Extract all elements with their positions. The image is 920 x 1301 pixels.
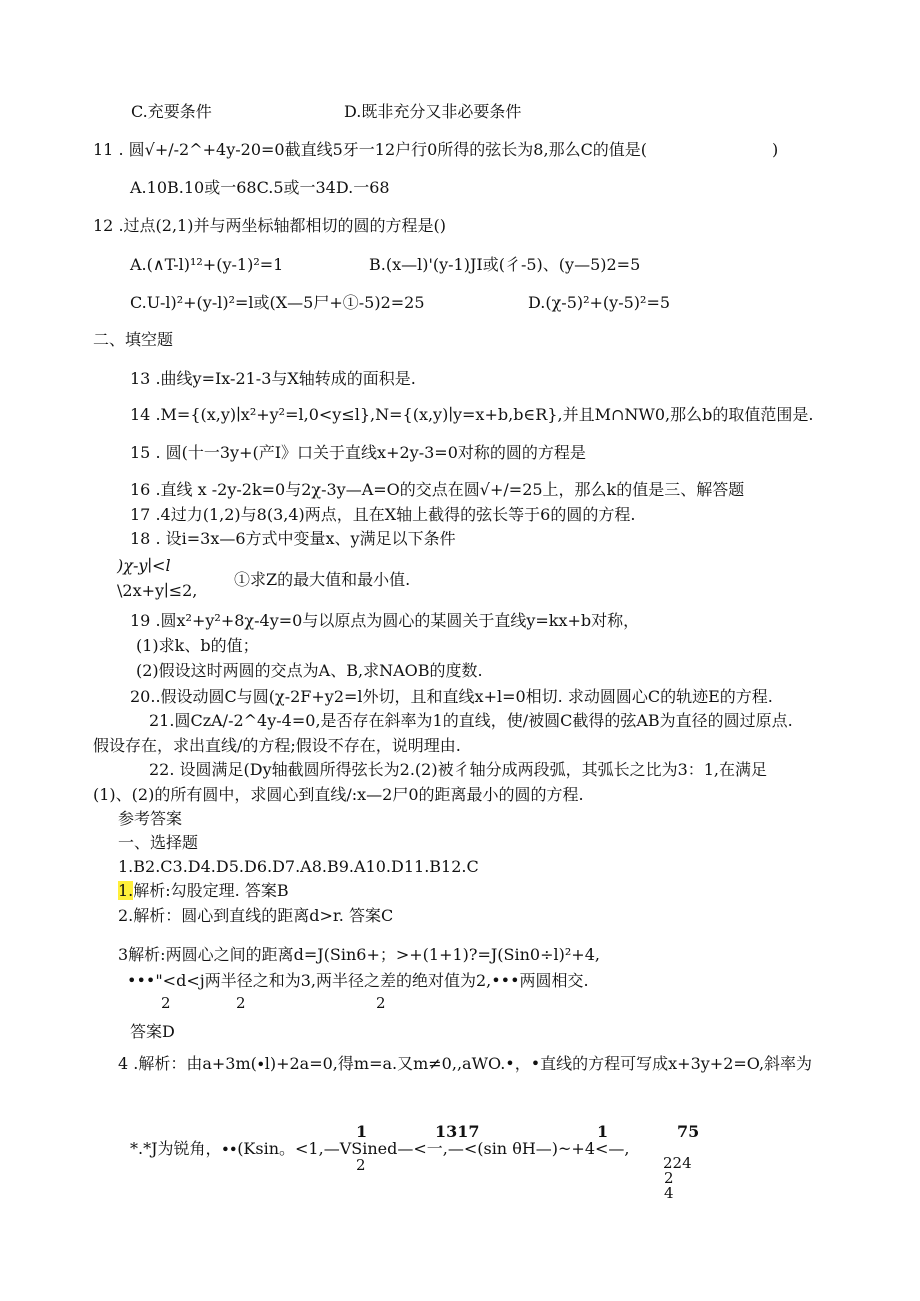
question-18-condition-1: )χ-y∣<l	[117, 556, 171, 575]
question-19: 19 .圆x²+y²+8χ-4y=0与以原点为圆心的某圆关于直线y=kx+b对称，	[130, 611, 640, 630]
answer-1	[118, 881, 289, 901]
fraction-denominator-224: 224	[663, 1154, 692, 1172]
fraction-numerator-1: 1	[356, 1122, 368, 1141]
question-12-option-b: B.(x—l)'(y-1)JI或(彳-5)、(y—5)2=5	[369, 255, 641, 274]
question-11: 11 . 圆√+∕-2^+4y-20=0截直线5牙一12户行0所得的弦长为8,那么C的值是(	[93, 140, 648, 159]
question-12: 12 .过点(2,1)并与两坐标轴都相切的圆的方程是()	[93, 216, 446, 235]
option-d-line: D.既非充分又非必要条件	[344, 102, 522, 121]
answer-key-heading: 参考答案	[118, 809, 183, 828]
fraction-numerator-1b: 1	[597, 1122, 609, 1141]
question-12-option-d: D.(χ-5)²+(y-5)²=5	[528, 293, 671, 312]
answer-3-result: 答案D	[130, 1022, 175, 1041]
question-21-continued: 假设存在，求出直线/的方程;假设不存在，说明理由.	[93, 736, 461, 755]
question-19-part-1: (1)求k、b的值；	[136, 636, 259, 655]
question-19-part-2: (2)假设这时两圆的交点为A、B,求NAOB的度数.	[136, 661, 483, 680]
answer-3-denominator-2: 2	[236, 994, 246, 1012]
question-18-condition-2: \2x+y∣≤2,	[117, 581, 198, 600]
question-12-option-c: C.U-l)²+(y-l)²=l或(X—5尸+①-5)2=25	[130, 293, 425, 312]
question-21: 21.圆CzA∕-2^4y-4=0,是否存在斜率为1的直线，使/被圆C截得的弦AB为直径的圆过原点.	[149, 711, 793, 730]
answer-3-denominator-1: 2	[161, 994, 171, 1012]
answer-4: 4 .解析：由a+3m(∙l)+2a=0,得m=a.又m≠0,,aWO.•，•直线的方程可写成x+3y+2=O,斜率为	[118, 1054, 813, 1073]
question-15: 15 . 圆(十一3y+(产I》口关于直线x+2y-3=0对称的圆的方程是	[130, 443, 586, 462]
fraction-denominator-2b: 2	[664, 1169, 674, 1187]
answer-3-denominator-3: 2	[376, 994, 386, 1012]
question-14: 14 .M={(x,y)∣x²+y²=l,0<y≤l},N={(x,y)∣y=x+b,b∈R},并且M∩NW0,那么b的取值范围是.	[130, 405, 814, 424]
question-11-options: A.10B.10或一68C.5或一34D.一68	[130, 178, 390, 197]
fraction-numerator-1317: 1317	[435, 1122, 480, 1141]
answer-3-continued: •••"<d<j两半径之和为3,两半径之差的绝对值为2,•••两圆相交.	[127, 971, 589, 990]
answer-section-choice: 一、选择题	[118, 833, 199, 852]
fraction-denominator-2: 2	[356, 1156, 366, 1174]
question-12-option-a: A.(∧T-l)¹²+(y-1)²=1	[130, 255, 284, 274]
question-11-paren: )	[772, 140, 779, 159]
question-13: 13 .曲线y=Ix-21-3与X轴转成的面积是.	[130, 369, 416, 388]
fraction-denominator-4: 4	[664, 1184, 674, 1202]
option-c-line: C.充要条件	[131, 102, 212, 121]
answer-4-continued: *.*J为锐角，∙∙(Ksin。<1,—VSined—<一,—<(sin θH—)~+4<—,	[130, 1139, 630, 1158]
question-16: 16 .直线 x -2y-2k=0与2χ-3y—A=O的交点在圆√+∕=25上，那么k的值是三、解答题	[130, 480, 745, 499]
answer-2: 2.解析：圆心到直线的距离d>r. 答案C	[118, 906, 394, 925]
answer-choice-list: 1.B2.C3.D4.D5.D6.D7.A8.B9.A10.D11.B12.C	[118, 857, 479, 876]
question-17: 17 .4过力(1,2)与8(3,4)两点，且在X轴上截得的弦长等于6的圆的方程.	[130, 505, 636, 524]
question-18: 18 . 设i=3x—6方式中变量x、y满足以下条件	[130, 529, 456, 548]
answer-1-number: 1.	[118, 881, 134, 900]
answer-1-text: 解析:勾股定理. 答案B	[133, 881, 289, 900]
answer-3: 3解析:两圆心之间的距离d=J(Sin6+；>+(1+1)?=J(Sin0÷l)²+4,	[118, 945, 600, 964]
question-20: 20..假设动圆C与圆(χ-2F+y2=l外切，且和直线x+l=0相切. 求动圆圆心C的轨迹E的方程.	[130, 687, 773, 706]
question-18-task: ①求Z的最大值和最小值.	[234, 570, 411, 589]
question-22-continued: (1)、(2)的所有圆中，求圆心到直线/:x—2尸0的距离最小的圆的方程.	[93, 785, 584, 804]
question-22: 22. 设圆满足(Dy轴截圆所得弦长为2.(2)被彳轴分成两段弧，其弧长之比为3：1,在满足	[149, 760, 768, 779]
fraction-numerator-75: 75	[677, 1122, 700, 1141]
section-fill-in-heading: 二、填空题	[93, 330, 174, 349]
